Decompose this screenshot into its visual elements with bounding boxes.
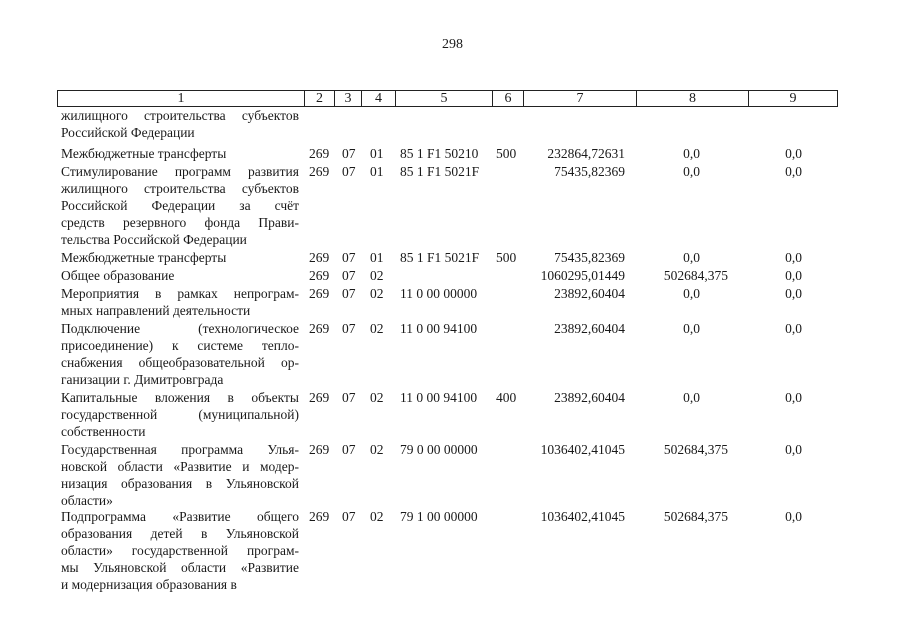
description-line: низация образования в Ульяновской	[61, 476, 299, 491]
description-line: Государственная программа Улья-	[61, 442, 299, 457]
amount-col-8: 502684,375	[663, 509, 728, 524]
section-code: 07	[342, 509, 356, 524]
description-line: Капитальные вложения в объекты	[61, 390, 299, 405]
section-code: 07	[342, 286, 356, 301]
amount-col-7: 23892,60404	[554, 390, 625, 405]
section-code: 07	[342, 146, 356, 161]
subsection-code: 01	[370, 250, 384, 265]
target-article: 11 0 00 94100	[400, 321, 478, 336]
ministry-code: 269	[309, 268, 330, 283]
target-article: 11 0 00 00000	[400, 286, 478, 301]
subsection-code: 02	[370, 390, 384, 405]
amount-col-7: 232864,72631	[547, 146, 625, 161]
section-code: 07	[342, 442, 356, 457]
amount-col-9: 0,0	[785, 268, 802, 283]
amount-col-9: 0,0	[785, 509, 802, 524]
description-line: Межбюджетные трансферты	[61, 146, 227, 161]
subsection-code: 02	[370, 268, 384, 283]
amount-col-9: 0,0	[785, 321, 802, 336]
page-number: 298	[442, 37, 463, 52]
header-col-8: 8	[636, 91, 748, 106]
section-code: 07	[342, 321, 356, 336]
description-line: области» государственной програм-	[61, 543, 299, 558]
target-article: 79 1 00 00000	[400, 509, 478, 524]
header-col-6: 6	[492, 91, 523, 106]
amount-col-9: 0,0	[785, 164, 802, 179]
amount-col-8: 0,0	[683, 250, 700, 265]
description-line: присоединение) к системе тепло-	[61, 338, 299, 353]
ministry-code: 269	[309, 164, 330, 179]
amount-col-8: 0,0	[683, 146, 700, 161]
row-description	[61, 320, 299, 388]
header-col-2: 2	[304, 91, 334, 106]
description-line: образования детей в Ульяновской	[61, 526, 299, 541]
description-line: мных направлений деятельности	[61, 303, 251, 318]
ministry-code: 269	[309, 390, 330, 405]
ministry-code: 269	[309, 509, 330, 524]
amount-col-8: 0,0	[683, 164, 700, 179]
subsection-code: 02	[370, 442, 384, 457]
row-description	[61, 508, 299, 593]
row-description	[61, 145, 299, 162]
amount-col-8: 0,0	[683, 321, 700, 336]
amount-col-7: 1060295,01449	[540, 268, 625, 283]
row-description	[61, 285, 299, 319]
section-code: 07	[342, 390, 356, 405]
row-description	[61, 249, 299, 266]
section-code: 07	[342, 268, 356, 283]
target-article: 85 1 F1 5021F	[400, 164, 480, 179]
target-article: 11 0 00 94100	[400, 390, 478, 405]
expense-type: 400	[496, 390, 517, 405]
amount-col-7: 1036402,41045	[540, 442, 625, 457]
description-line: снабжения общеобразовательной ор-	[61, 355, 299, 370]
target-article: 85 1 F1 5021F	[400, 250, 480, 265]
description-line: новской области «Развитие и модер-	[61, 459, 299, 474]
amount-col-7: 23892,60404	[554, 286, 625, 301]
description-line: мы Ульяновской области «Развитие	[61, 560, 299, 575]
row-description	[61, 163, 299, 248]
header-col-4: 4	[361, 91, 395, 106]
table-header	[57, 90, 838, 107]
description-line: и модернизация образования в	[61, 577, 237, 592]
amount-col-8: 502684,375	[663, 442, 728, 457]
description-line: государственной (муниципальной)	[61, 407, 299, 422]
section-code: 07	[342, 250, 356, 265]
amount-col-9: 0,0	[785, 390, 802, 405]
description-line: Межбюджетные трансферты	[61, 250, 227, 265]
amount-col-7: 1036402,41045	[540, 509, 625, 524]
subsection-code: 02	[370, 509, 384, 524]
header-col-1: 1	[177, 91, 185, 106]
subsection-code: 01	[370, 146, 384, 161]
amount-col-8: 502684,375	[663, 268, 728, 283]
description-line: Российской Федерации за счёт	[61, 198, 299, 213]
description-line: Общее образование	[61, 268, 175, 283]
header-col-7: 7	[523, 91, 636, 106]
row-description	[61, 107, 299, 141]
amount-col-9: 0,0	[785, 442, 802, 457]
subsection-code: 02	[370, 286, 384, 301]
row-description	[61, 267, 299, 284]
section-code: 07	[342, 164, 356, 179]
amount-col-7: 23892,60404	[554, 321, 625, 336]
description-line: средств резервного фонда Прави-	[61, 215, 299, 230]
amount-col-7: 75435,82369	[554, 164, 625, 179]
ministry-code: 269	[309, 286, 330, 301]
description-line: Стимулирование программ развития	[61, 164, 299, 179]
description-line: области»	[61, 493, 113, 508]
ministry-code: 269	[309, 321, 330, 336]
expense-type: 500	[496, 146, 517, 161]
description-line: тельства Российской Федерации	[61, 232, 247, 247]
header-col-5: 5	[395, 91, 492, 106]
description-line: Российской Федерации	[61, 125, 195, 140]
ministry-code: 269	[309, 146, 330, 161]
amount-col-8: 0,0	[683, 286, 700, 301]
ministry-code: 269	[309, 442, 330, 457]
subsection-code: 02	[370, 321, 384, 336]
amount-col-8: 0,0	[683, 390, 700, 405]
description-line: Мероприятия в рамках непрограм-	[61, 286, 299, 301]
description-line: жилищного строительства субъектов	[61, 108, 299, 123]
description-line: Подпрограмма «Развитие общего	[61, 509, 299, 524]
row-description	[61, 441, 299, 509]
subsection-code: 01	[370, 164, 384, 179]
description-line: собственности	[61, 424, 146, 439]
ministry-code: 269	[309, 250, 330, 265]
amount-col-9: 0,0	[785, 250, 802, 265]
amount-col-9: 0,0	[785, 286, 802, 301]
target-article: 79 0 00 00000	[400, 442, 478, 457]
description-line: ганизации г. Димитровграда	[61, 372, 224, 387]
header-col-9: 9	[748, 91, 837, 106]
row-description	[61, 389, 299, 440]
description-line: Подключение (технологическое	[61, 321, 299, 336]
header-col-3: 3	[334, 91, 361, 106]
amount-col-7: 75435,82369	[554, 250, 625, 265]
expense-type: 500	[496, 250, 517, 265]
description-line: жилищного строительства субъектов	[61, 181, 299, 196]
amount-col-9: 0,0	[785, 146, 802, 161]
target-article: 85 1 F1 50210	[400, 146, 479, 161]
